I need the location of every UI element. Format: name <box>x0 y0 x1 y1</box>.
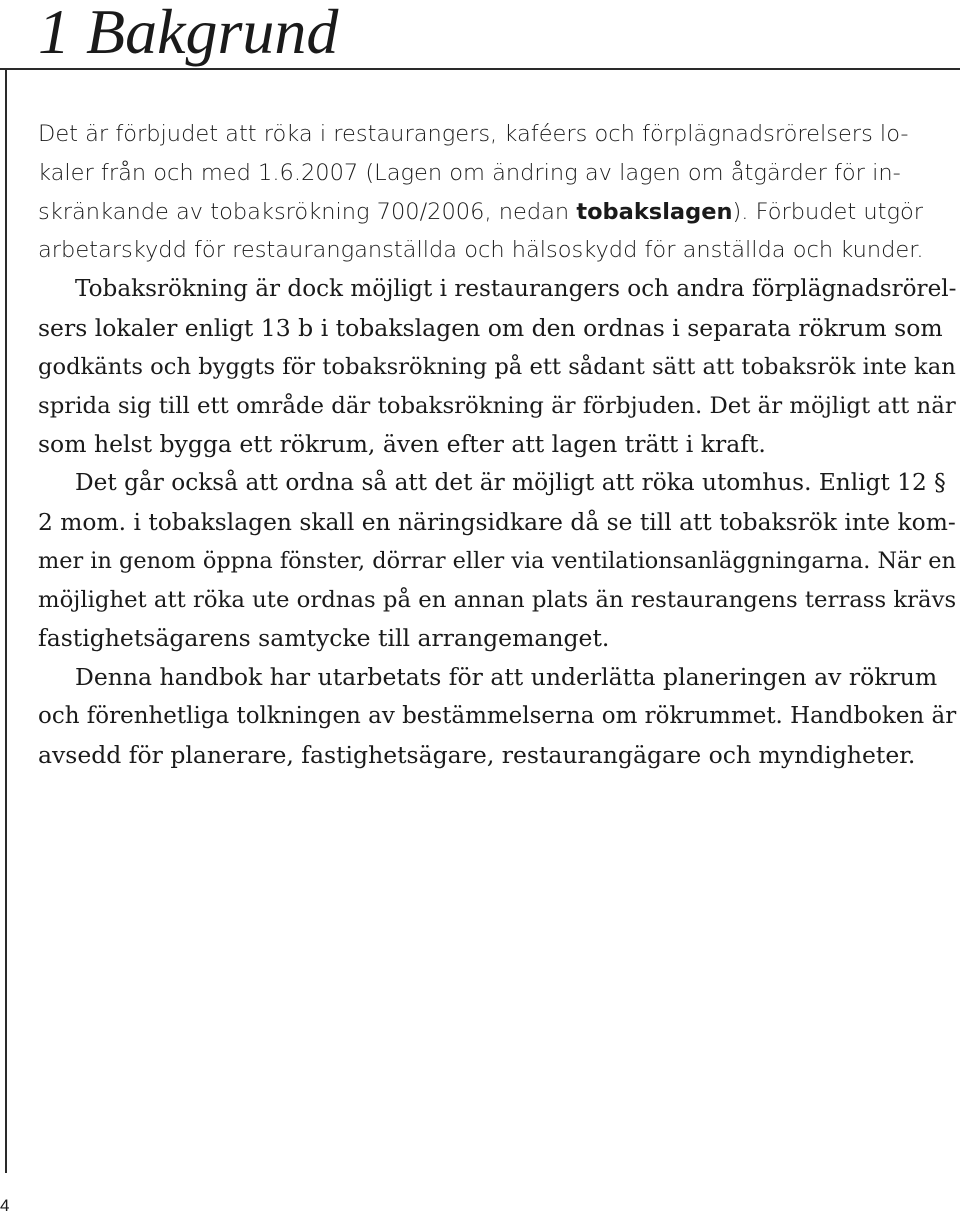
text-line <box>38 193 958 232</box>
text-line: möjlighet att röka ute ordnas på en annan plats än restaurangens terrass krävs <box>38 586 957 613</box>
text-line: kaler från och med 1.6.2007 (Lagen om ändring av lagen om åtgärder för in- <box>38 159 901 186</box>
text-line: fastighetsägarens samtycke till arrangemanget. <box>38 624 610 653</box>
text-line: arbetarskydd för restauranganställda och hälsoskydd för anställda och kunder. <box>38 237 924 264</box>
text-fragment: Det går också att ordna så att det är möjligt att röka utomhus. Enligt 12 <box>75 469 927 497</box>
left-margin-rule <box>5 68 7 1173</box>
text-line: mer in genom öppna fönster, dörrar eller via ventilationsanläggningarna. När en <box>38 547 956 574</box>
text-line: 2 mom. i tobakslagen skall en näringsidkare då se till att tobaksrök inte kom- <box>38 507 956 536</box>
chapter-title: 1 Bakgrund <box>38 0 339 67</box>
paragraph-2 <box>38 270 958 464</box>
text-line: avsedd för planerare, fastighetsägare, restaurangägare och myndigheter. <box>38 740 916 769</box>
text-fragment: ). Förbudet utgör <box>732 198 923 225</box>
text-line: godkänts och byggts för tobaksrökning på ett sådant sätt att tobaksrök inte kan <box>38 353 956 380</box>
body-text <box>38 115 958 775</box>
text-line: Det är förbjudet att röka i restaurangers, kaféers och förplägnadsrörelsers lo- <box>38 121 909 147</box>
text-line: Denna handbok har utarbetats för att underlätta planeringen av rökrum <box>75 663 938 692</box>
defined-term: tobakslagen <box>576 198 733 225</box>
text-line: och förenhetliga tolkningen av bestämmelserna om rökrummet. Handboken är <box>38 702 957 729</box>
text-line: sers lokaler enligt 13 b i tobakslagen om den ordnas i separata rökrum som <box>38 313 943 342</box>
text-line: sprida sig till ett område där tobaksrökning är förbjuden. Det är möjligt att när <box>38 392 956 419</box>
paragraph-1 <box>38 115 958 270</box>
text-line: som helst bygga ett rökrum, även efter att lagen trätt i kraft. <box>38 430 766 459</box>
text-fragment: skränkande av tobaksrökning 700/2006, nedan <box>38 198 577 225</box>
page-number: 4 <box>0 1196 10 1215</box>
section-sign: § <box>934 469 946 497</box>
text-line: Tobaksrökning är dock möjligt i restaurangers och andra förplägnadsrörel- <box>75 276 957 303</box>
paragraph-3 <box>38 464 958 658</box>
text-line <box>38 464 958 503</box>
paragraph-4 <box>38 658 958 774</box>
top-rule <box>0 68 960 70</box>
